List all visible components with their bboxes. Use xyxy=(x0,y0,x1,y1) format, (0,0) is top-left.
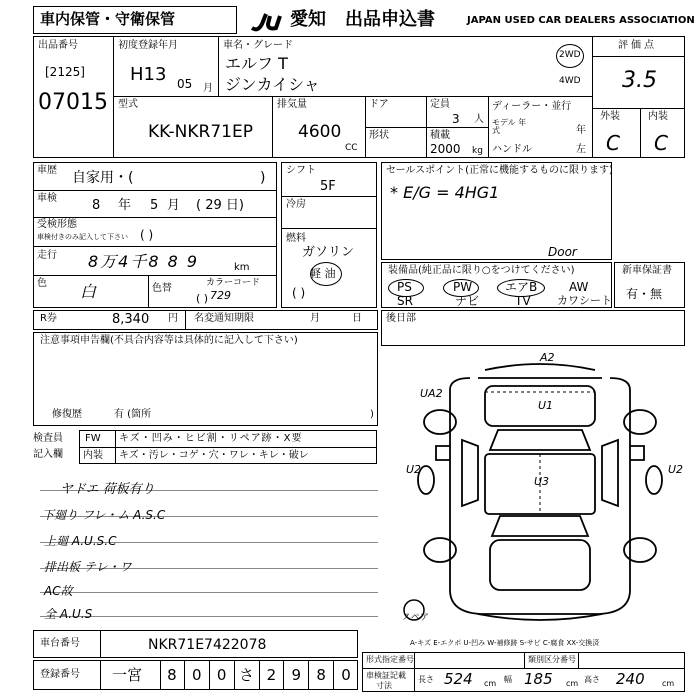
plate-digits xyxy=(160,660,358,690)
shape-label: 形状 xyxy=(369,130,389,141)
drive-2wd: 2WD xyxy=(559,50,581,60)
receive-paren: ( ) xyxy=(140,228,154,242)
height-label: 高さ xyxy=(584,675,600,684)
checker-note-6: 全 A.U.S xyxy=(44,607,93,621)
fuel-label: 燃料 xyxy=(286,233,306,244)
handle-unit: 左 xyxy=(576,144,586,155)
checker-note-4: 排出板 テレ・ワ xyxy=(44,560,132,574)
spare-label: スペア xyxy=(402,613,430,623)
color-code: 729 xyxy=(210,289,231,302)
load-unit: kg xyxy=(472,146,483,156)
seat-box xyxy=(381,310,685,346)
checker-note-1: ヤドエ 荷板有り xyxy=(60,482,155,497)
handle-label: ハンドル xyxy=(492,144,532,155)
equipment-annotation: Door xyxy=(548,245,577,259)
capacity-value: 3 xyxy=(452,112,460,126)
equip-ps: PS xyxy=(397,280,412,294)
model-year-label: モデル 年式 xyxy=(492,118,527,135)
equip-navi: ナビ xyxy=(455,294,480,308)
legend-text: A-キズ E-エクボ U-凹み W-補修跡 S-サビ C-腐食 XX-交換済 xyxy=(410,639,600,647)
lot-number: 07015 xyxy=(38,90,108,115)
recycle-label: R券 xyxy=(40,313,57,324)
history-close: ) xyxy=(260,170,266,186)
registration-label: 初度登録年月 xyxy=(118,40,178,51)
checker-label-1: 検査員 xyxy=(33,433,63,444)
plate-area: 一宮 xyxy=(112,666,143,684)
equip-pw: PW xyxy=(453,280,473,294)
history-value: 自家用・( xyxy=(72,170,134,186)
color-paren: ( ) xyxy=(196,292,209,305)
equip-airbag-circle xyxy=(497,279,545,297)
sales-point-block xyxy=(381,162,612,260)
mileage-label: 走行 xyxy=(37,250,57,261)
width-label: 幅 xyxy=(504,675,512,684)
capacity-unit: 人 xyxy=(474,114,484,125)
height-unit: cm xyxy=(662,679,675,688)
top-info-block xyxy=(33,36,685,158)
lot-sub-number: [2125] xyxy=(45,65,85,79)
mark-ua2: UA2 xyxy=(420,387,443,400)
inspection-year: 8 xyxy=(92,198,101,213)
equip-pw-circle xyxy=(443,279,479,297)
receive-note: 車検付きのみ記入して下さい xyxy=(37,233,128,241)
mark-u3: U3 xyxy=(534,475,550,488)
equip-aw: AW xyxy=(569,280,589,294)
model-value: KK-NKR71EP xyxy=(148,122,253,142)
sales-point-label: セールスポイント(正常に機能するものに限ります) xyxy=(386,165,613,176)
equip-seat: カワシート xyxy=(557,294,612,307)
recycle-unit: 円 xyxy=(168,313,178,324)
plate-digit: 9 xyxy=(284,660,309,690)
equipment-grid xyxy=(383,279,611,307)
fuel-paren: ( ) xyxy=(292,286,306,300)
ju-logo xyxy=(248,10,288,32)
car-grade: ジンカイシャ xyxy=(225,75,320,94)
repair-close: ) xyxy=(370,409,374,420)
score-label: 評価点 xyxy=(618,40,657,51)
color-value: 白 xyxy=(80,282,97,301)
notes-label: 注意事項申告欄(不具合内容等は具体的に記入して下さい) xyxy=(40,335,298,346)
name-change-label: 名変通知期限 xyxy=(194,313,254,324)
car-name: エルフ T xyxy=(225,54,288,73)
length-value: 524 xyxy=(444,670,473,688)
mileage-value: 8万4千8 8 9 xyxy=(88,252,200,271)
registration-month: 05 xyxy=(177,77,193,91)
name-change-month: 月 xyxy=(310,313,320,324)
cert-label: 形式指定番号 xyxy=(366,655,414,664)
interior-score: C xyxy=(654,131,668,155)
class-label: 類別区分番号 xyxy=(528,655,576,664)
mileage-unit: km xyxy=(234,262,250,273)
ju-logo-icon xyxy=(248,10,288,32)
recycle-value: 8,340 xyxy=(112,312,150,327)
checker-block xyxy=(33,430,378,464)
equip-ps-circle xyxy=(388,279,424,297)
receive-label: 受検形態 xyxy=(37,219,77,230)
equip-sr: SR xyxy=(397,294,413,308)
checker-note-3: 上廻 A.U.S.C xyxy=(44,534,117,548)
equip-tv: TV xyxy=(515,294,531,308)
equipment-label: 装備品(純正品に限り○をつけてください) xyxy=(388,265,575,276)
checker-note-5: AC故 xyxy=(44,584,73,598)
fuel-value: ガソリン xyxy=(302,245,355,260)
checker-fw-label: FW xyxy=(85,433,101,444)
model-label: 型式 xyxy=(118,99,138,110)
drive-4wd: 4WD xyxy=(559,76,581,86)
width-value: 185 xyxy=(524,670,553,688)
cert-label-2: 車検証記載 xyxy=(366,671,406,680)
shift-value: 5F xyxy=(320,179,336,194)
warranty-value: 有・無 xyxy=(626,287,663,301)
plate-label: 登録番号 xyxy=(40,669,80,680)
logo-text: 愛知 xyxy=(290,9,326,30)
exterior-label: 外装 xyxy=(600,111,620,122)
plate-digit: 0 xyxy=(185,660,210,690)
chassis-value: NKR71E7422078 xyxy=(148,637,267,653)
mark-a2: A2 xyxy=(540,351,555,364)
notes-block xyxy=(33,332,378,426)
inspection-month-unit: 月 xyxy=(167,198,181,213)
equip-airbag: エアB xyxy=(505,280,538,294)
car-label: 車名・グレード xyxy=(223,40,293,51)
warranty-label: 新車保証書 xyxy=(622,265,672,276)
storage-label: 車内保管・守衛保管 xyxy=(40,10,176,28)
fuel-alt: 軽 油 xyxy=(310,267,336,280)
plate-digit: 0 xyxy=(341,666,351,684)
inspection-label: 車検 xyxy=(37,193,57,204)
capacity-label: 定員 xyxy=(430,99,450,110)
plate-digit: 8 xyxy=(160,660,185,690)
mark-u1: U1 xyxy=(538,399,554,412)
repair-value: 有 (箇所 xyxy=(114,409,152,420)
exterior-score: C xyxy=(606,131,620,155)
inspection-day: ( 29 日) xyxy=(196,198,244,213)
plate-digit: 2 xyxy=(260,660,285,690)
seat-label: 後日部 xyxy=(386,313,416,324)
year-unit: 年 xyxy=(576,125,586,136)
load-value: 2000 xyxy=(430,142,461,156)
inspection-month: 5 xyxy=(150,198,159,213)
displacement-value: 4600 xyxy=(298,122,342,142)
color-code-label: カラーコード xyxy=(206,278,261,288)
displacement-label: 排気量 xyxy=(277,99,307,110)
width-unit: cm xyxy=(566,679,579,688)
length-unit: cm xyxy=(484,679,497,688)
cc-unit: CC xyxy=(345,143,358,153)
registration-year: H13 xyxy=(130,64,167,85)
sales-point-value: * E/G = 4HG1 xyxy=(390,183,500,202)
name-change-day: 日 xyxy=(352,313,362,324)
height-value: 240 xyxy=(616,670,645,688)
association-name: JAPAN USED CAR DEALERS ASSOCIATION xyxy=(467,15,695,26)
storage-box xyxy=(33,6,237,34)
checker-fw-items: キズ・凹み・ヒビ割・リペア跡・X要 xyxy=(119,433,303,444)
checker-in-label: 内装 xyxy=(83,450,103,461)
plate-digit: 0 xyxy=(210,660,235,690)
checker-note-2: 下廻り フレ・ム A.S.C xyxy=(42,508,166,522)
registration-month-unit: 月 xyxy=(203,83,213,94)
length-label: 長さ xyxy=(418,675,434,684)
history-label: 車歴 xyxy=(37,165,57,176)
color-label: 色 xyxy=(37,278,47,289)
dims-label: 寸法 xyxy=(376,681,392,690)
repair-label: 修復歴 xyxy=(52,409,82,420)
form-title: 出品申込書 xyxy=(345,9,435,30)
score-value: 3.5 xyxy=(622,68,657,93)
checker-in-items: キズ・汚レ・コゲ・穴・ワレ・キレ・破レ xyxy=(119,450,309,461)
lot-label: 出品番号 xyxy=(38,40,78,51)
load-label: 積載 xyxy=(430,130,450,141)
plate-digit: さ xyxy=(235,660,260,690)
chassis-label: 車台番号 xyxy=(40,638,80,649)
checker-label-2: 記入欄 xyxy=(33,449,63,460)
mark-u2-right: U2 xyxy=(668,463,684,476)
inspection-year-unit: 年 xyxy=(118,198,132,213)
color-change-label: 色替 xyxy=(152,283,172,294)
doors-label: ドア xyxy=(369,99,389,110)
dealer-label: ディーラー・並行 xyxy=(492,101,572,112)
mark-u2-left: U2 xyxy=(406,463,422,476)
aircon-label: 冷房 xyxy=(286,199,306,210)
plate-digit: 8 xyxy=(309,660,334,690)
shift-label: シフト xyxy=(286,165,316,176)
checker-notes xyxy=(40,468,380,628)
interior-label: 内装 xyxy=(648,111,668,122)
